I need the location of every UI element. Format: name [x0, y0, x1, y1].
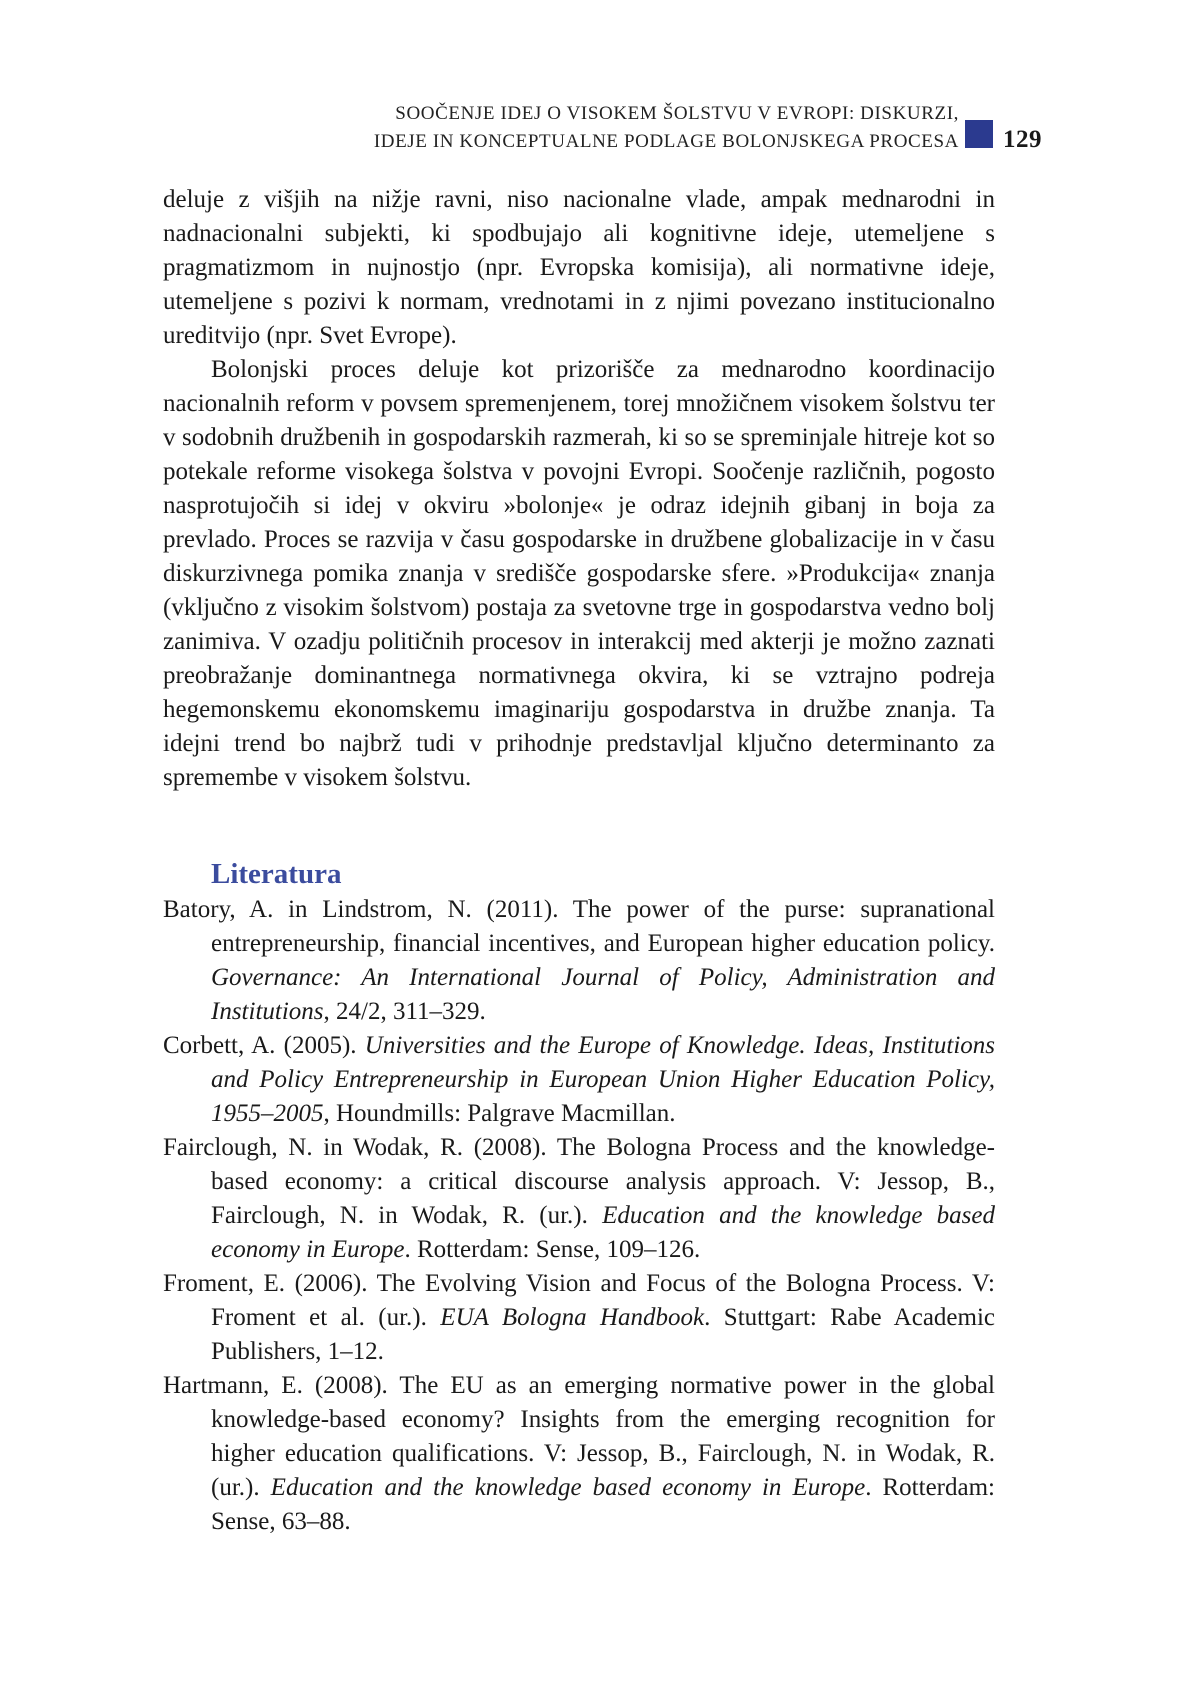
reference-item	[163, 1029, 995, 1131]
running-header-line-2: IDEJE IN KONCEPTUALNE PODLAGE BOLONJSKEGA PROCESA	[373, 131, 959, 152]
reference-item	[163, 1267, 995, 1369]
reference-details: , Houndmills: Palgrave Macmillan.	[323, 1100, 676, 1127]
reference-italic-title: Education and the knowledge based economy in Europe	[211, 1202, 995, 1263]
reference-list	[163, 893, 995, 1539]
body-paragraph-2: Bolonjski proces deluje kot prizorišče za mednarodno koordinacijo nacionalnih reform v povsem spremenjenem, torej množičnem visokem šolstvu ter v sodobnih družbenih in gospodarskih razmerah, ki so se spreminjale hitreje kot so potekale reforme visokega šolstva v povojni Evropi. Soočenje različnih, pogosto nasprotujočih si idej v okviru »bolonje« je odraz idejnih gibanj in boja za prevlado. Proces se razvija v času gospodarske in družbene globalizacije in v času diskurzivnega pomika znanja v središče gospodarske sfere. »Produkcija« znanja (vključno z visokim šolstvom) postaja za svetovne trge in gospodarstva vedno bolj zanimiva. V ozadju političnih procesov in interakcij med akterji je možno zaznati preobražanje dominantnega normativnega okvira, ki se vztrajno podreja hegemonskemu ekonomskemu imaginariju gospodarstva in družbe znanja. Ta idejni trend bo najbrž tudi v prihodnje predstavljal ključno determinanto za spremembe v visokem šolstvu.	[163, 356, 995, 791]
reference-details: . Rotterdam: Sense, 63–88.	[211, 1474, 995, 1535]
reference-text: Froment, E. (2006). The Evolving Vision and Focus of the Bologna Process. V: Froment et al. (ur.).	[163, 1270, 995, 1331]
references-heading: Literatura	[211, 858, 342, 890]
reference-italic-title: EUA Bologna Handbook	[440, 1304, 705, 1331]
reference-details: . Stuttgart: Rabe Academic Publishers, 1–12.	[211, 1304, 995, 1365]
reference-italic-title: Universities and the Europe of Knowledge. Ideas, Institutions and Policy Entrepreneurship in European Union Higher Education Policy, 1955–2005	[211, 1032, 995, 1127]
header-accent-square	[965, 120, 993, 148]
running-header	[374, 100, 959, 156]
reference-item	[163, 1131, 995, 1267]
reference-italic-title: Governance: An International Journal of Policy, Administration and Institutions	[211, 964, 995, 1025]
reference-italic-title: Education and the knowledge based economy in Europe	[270, 1474, 866, 1501]
reference-details: . Rotterdam: Sense, 109–126.	[404, 1236, 701, 1263]
body-paragraph-1: deluje z višjih na nižje ravni, niso nacionalne vlade, ampak mednarodni in nadnacionalni subjekti, ki spodbujajo ali kognitivne ideje, utemeljene s pragmatizmom in nujnostjo (npr. Evropska komisija), ali normativne ideje, utemeljene s pozivi k normam, vrednotami in z njimi povezano institucionalno ureditvijo (npr. Svet Evrope).	[163, 186, 995, 349]
reference-item	[163, 1369, 995, 1539]
reference-details: , 24/2, 311–329.	[323, 998, 486, 1025]
reference-text: Fairclough, N. in Wodak, R. (2008). The Bologna Process and the knowledge-based economy: a critical discourse analysis approach. V: Jessop, B., Fairclough, N. in Wodak, R. (ur.).	[163, 1134, 995, 1229]
reference-item	[163, 893, 995, 1029]
page-number: 129	[1003, 126, 1042, 153]
reference-text: Corbett, A. (2005).	[163, 1032, 365, 1059]
reference-text: Batory, A. in Lindstrom, N. (2011). The power of the purse: supranational entrepreneurship, financial incentives, and European higher education policy.	[163, 896, 995, 957]
reference-text: Hartmann, E. (2008). The EU as an emerging normative power in the global knowledge-based economy? Insights from the emerging recognition for higher education qualifications. V: Jessop, B., Fairclough, N. in Wodak, R. (ur.).	[163, 1372, 995, 1501]
running-header-line-1: SOOČENJE IDEJ O VISOKEM ŠOLSTVU V EVROPI: DISKURZI,	[395, 103, 959, 124]
body-text	[163, 183, 995, 795]
